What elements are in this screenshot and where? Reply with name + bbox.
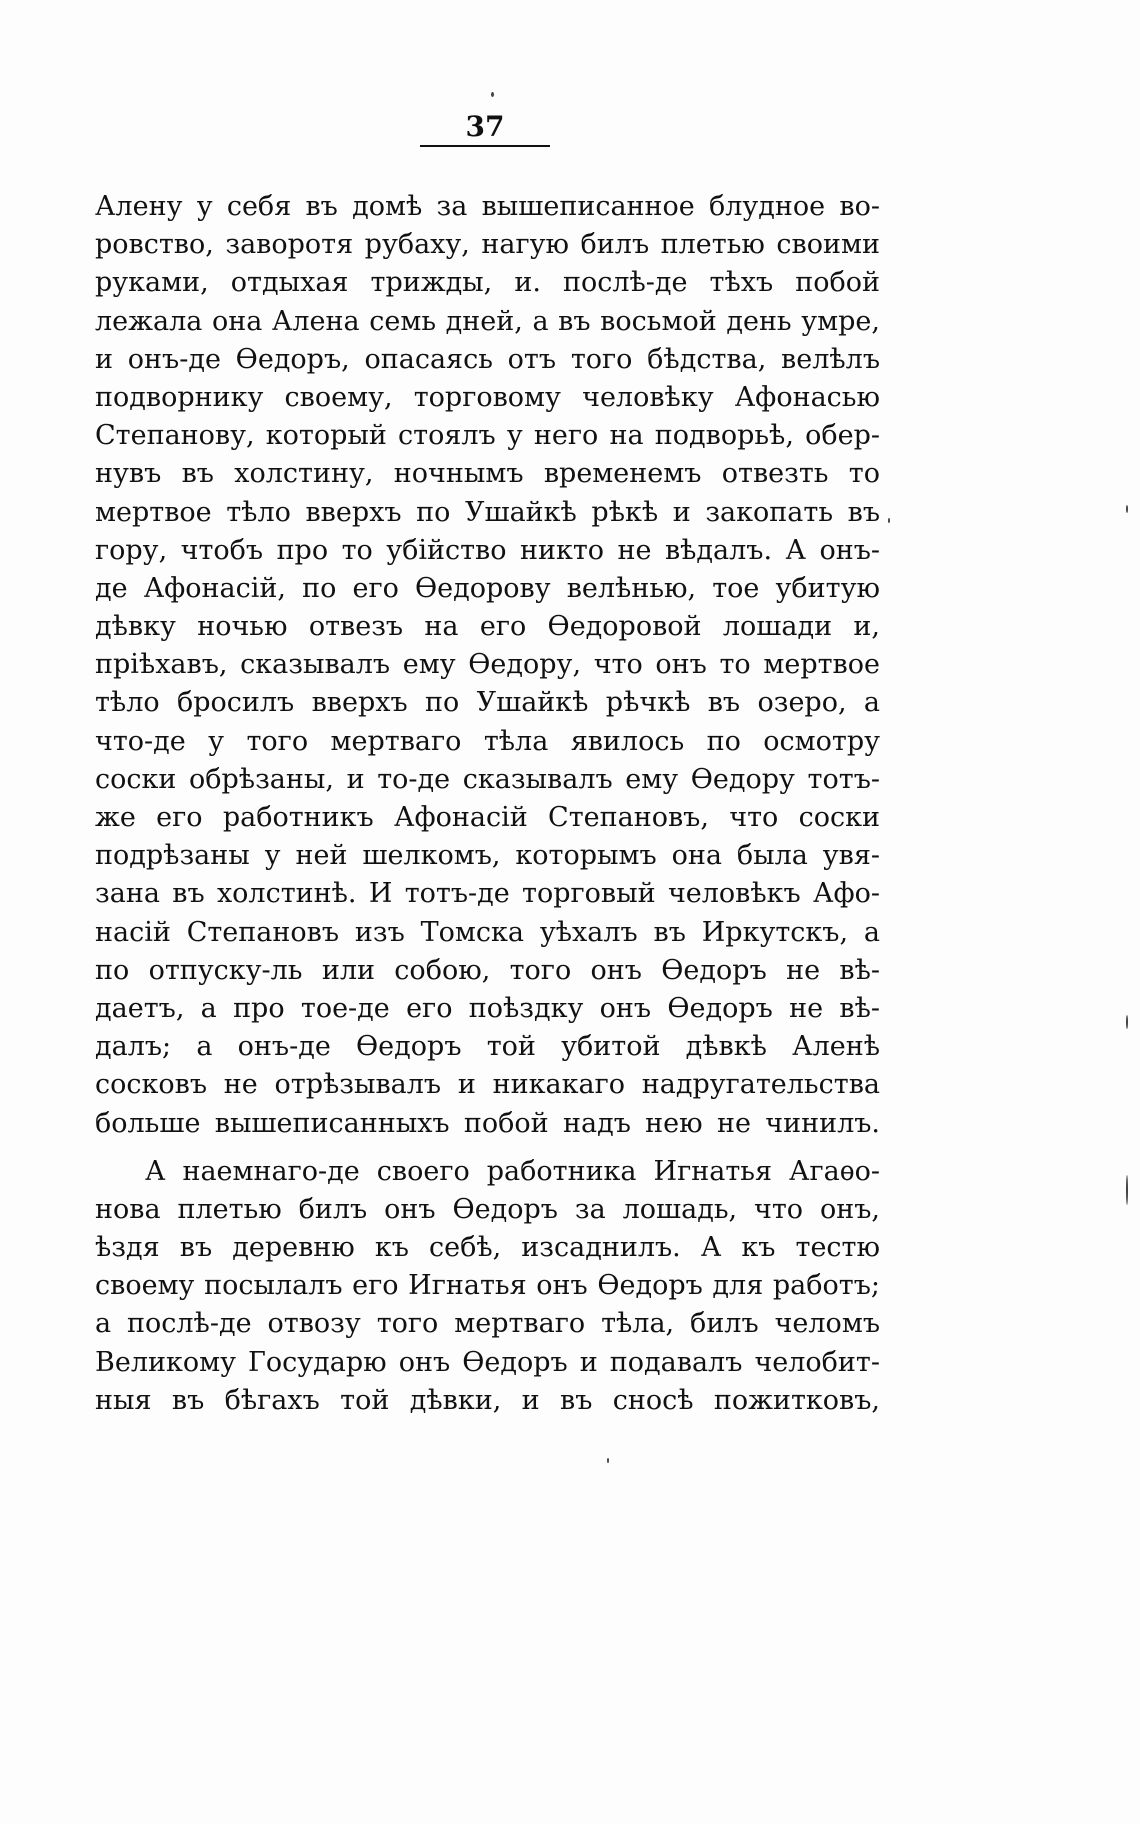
- text-line: а послѣ-де отвозу того мертваго тѣла, билъ челомъ: [95, 1308, 880, 1340]
- scan-speck: [1126, 505, 1128, 513]
- text-line: ровство, заворотя рубаху, нагую билъ плетью своими: [95, 229, 880, 261]
- scan-speck: [607, 1458, 609, 1463]
- text-line: нова плетью билъ онъ Ѳедоръ за лошадь, что онъ,: [95, 1193, 880, 1225]
- scan-speck: [491, 92, 494, 97]
- text-line: подворнику своему, торговому человѣку Афонасью: [95, 381, 880, 413]
- text-line: ѣздя въ деревню къ себѣ, изсаднилъ. А къ тестю: [95, 1232, 880, 1264]
- scan-speck: [1126, 1015, 1128, 1029]
- text-line: Алену у себя въ домѣ за вышеписанное блудное во-: [95, 191, 880, 222]
- body-text: [95, 188, 880, 1420]
- text-line: своему посылалъ его Игнатья онъ Ѳедоръ для работъ;: [95, 1270, 880, 1302]
- text-line: ныя въ бѣгахъ той дѣвки, и въ сносѣ пожитковъ,: [95, 1384, 880, 1416]
- text-line: зана въ холстинѣ. И тотъ-де торговый человѣкъ Афо-: [95, 878, 880, 910]
- paragraph-2: [95, 1153, 880, 1420]
- scan-speck: [888, 518, 890, 523]
- text-line: лежала она Алена семь дней, а въ восьмой день умре,: [95, 305, 880, 337]
- text-line: и онъ-де Ѳедоръ, опасаясь отъ того бѣдства, велѣлъ: [95, 343, 880, 375]
- paragraph-gap: [95, 1143, 880, 1153]
- text-line: руками, отдыхая трижды, и. послѣ-де тѣхъ побой: [95, 267, 880, 299]
- text-line: А наемнаго-де своего работника Игнатья Агаѳо-: [145, 1155, 880, 1187]
- text-line: пріѣхавъ, сказывалъ ему Ѳедору, что онъ то мертвое: [95, 649, 880, 681]
- text-line: что-де у того мертваго тѣла явилось по осмотру: [95, 725, 880, 757]
- text-line: больше вышеписанныхъ побой надъ нею не чинилъ.: [95, 1107, 880, 1139]
- text-line: дѣвку ночью отвезъ на его Ѳедоровой лошади и,: [95, 611, 880, 643]
- text-line: Степанову, который стоялъ у него на подворьѣ, обер-: [95, 420, 880, 452]
- text-line: соски обрѣзаны, и то-де сказывалъ ему Ѳедору тотъ-: [95, 763, 880, 795]
- text-line: нувъ въ холстину, ночнымъ временемъ отвезть то: [95, 458, 880, 490]
- text-line: насій Степановъ изъ Томска уѣхалъ въ Иркутскъ, а: [95, 916, 880, 948]
- text-line: подрѣзаны у ней шелкомъ, которымъ она была увя-: [95, 840, 880, 872]
- text-line: сосковъ не отрѣзывалъ и никакаго надругательства: [95, 1069, 880, 1101]
- text-line: по отпуску-ль или собою, того онъ Ѳедоръ не вѣ-: [95, 954, 880, 986]
- scan-speck: [1126, 1175, 1128, 1205]
- text-line: далъ; а онъ-де Ѳедоръ той убитой дѣвкѣ Аленѣ: [95, 1031, 880, 1063]
- text-line: мертвое тѣло вверхъ по Ушайкѣ рѣкѣ и закопать въ: [95, 496, 880, 528]
- paragraph-1: [95, 188, 880, 1143]
- text-line: Великому Государю онъ Ѳедоръ и подавалъ челобит-: [95, 1346, 880, 1378]
- page-number-rule: [420, 145, 550, 147]
- text-line: тѣло бросилъ вверхъ по Ушайкѣ рѣчкѣ въ озеро, а: [95, 687, 880, 719]
- text-line: даетъ, а про тое-де его поѣздку онъ Ѳедоръ не вѣ-: [95, 992, 880, 1024]
- text-line: де Афонасій, по его Ѳедорову велѣнью, тое убитую: [95, 572, 880, 604]
- text-line: же его работникъ Афонасій Степановъ, что соски: [95, 802, 880, 833]
- text-line: гору, чтобъ про то убійство никто не вѣдалъ. А онъ-: [95, 534, 880, 566]
- page-number: 37: [465, 110, 505, 143]
